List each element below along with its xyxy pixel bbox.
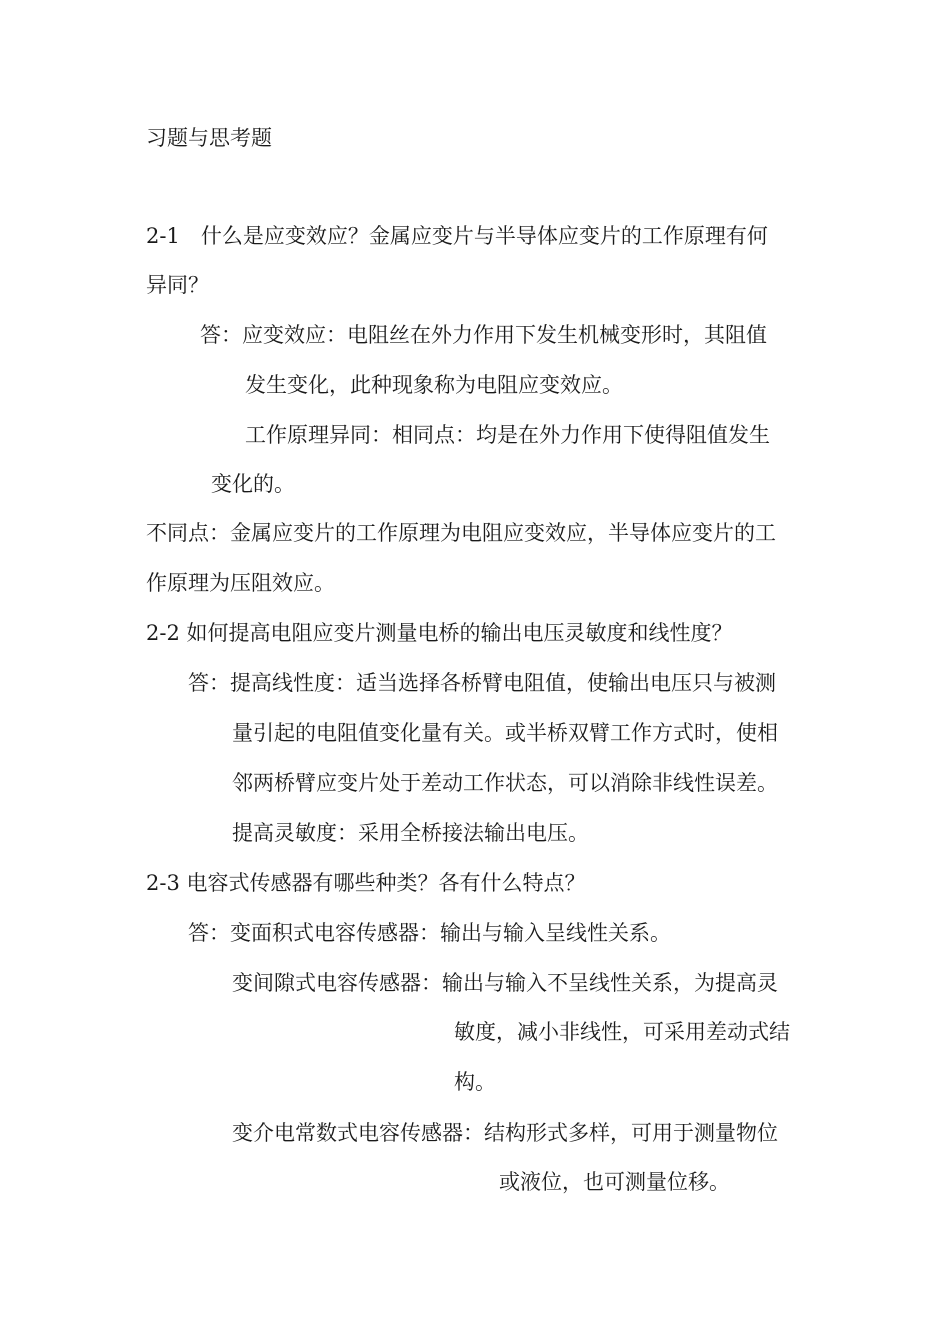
answer-2-1-line-1: 答：应变效应：电阻丝在外力作用下发生机械变形时，其阻值 bbox=[200, 323, 767, 347]
answer-2-2-line-2: 量引起的电阻值变化量有关。或半桥双臂工作方式时，使相 bbox=[232, 721, 778, 745]
answer-2-3-line-5: 变介电常数式电容传感器：结构形式多样，可用于测量物位 bbox=[232, 1121, 778, 1145]
answer-2-1-line-2: 发生变化，此种现象称为电阻应变效应。 bbox=[245, 373, 623, 397]
question-2-2-line-1: 2-2 如何提高电阻应变片测量电桥的输出电压灵敏度和线性度？ bbox=[146, 621, 733, 645]
answer-2-1-line-3: 工作原理异同：相同点：均是在外力作用下使得阻值发生 bbox=[245, 423, 770, 447]
answer-2-3-line-4: 构。 bbox=[454, 1070, 496, 1094]
answer-2-2-line-1: 答：提高线性度：适当选择各桥臂电阻值，使输出电压只与被测 bbox=[188, 671, 776, 695]
question-2-1-line-1: 2-1 什么是应变效应？金属应变片与半导体应变片的工作原理有何 bbox=[146, 224, 768, 248]
answer-2-2-line-4: 提高灵敏度：采用全桥接法输出电压。 bbox=[232, 821, 589, 845]
question-2-3-line-1: 2-3 电容式传感器有哪些种类？各有什么特点？ bbox=[146, 871, 586, 895]
answer-2-3-line-2: 变间隙式电容传感器：输出与输入不呈线性关系，为提高灵 bbox=[232, 971, 778, 995]
answer-2-1-line-4: 变化的。 bbox=[211, 472, 295, 496]
answer-2-3-line-1: 答：变面积式电容传感器：输出与输入呈线性关系。 bbox=[188, 921, 671, 945]
answer-2-1-line-6: 作原理为压阻效应。 bbox=[146, 571, 335, 595]
page-title: 习题与思考题 bbox=[146, 126, 272, 150]
question-2-1-line-2: 异同？ bbox=[146, 273, 209, 297]
answer-2-1-line-5: 不同点：金属应变片的工作原理为电阻应变效应，半导体应变片的工 bbox=[146, 521, 776, 545]
answer-2-2-line-3: 邻两桥臂应变片处于差动工作状态，可以消除非线性误差。 bbox=[232, 771, 778, 795]
answer-2-3-line-6: 或液位，也可测量位移。 bbox=[499, 1170, 730, 1194]
answer-2-3-line-3: 敏度，减小非线性，可采用差动式结 bbox=[454, 1020, 790, 1044]
